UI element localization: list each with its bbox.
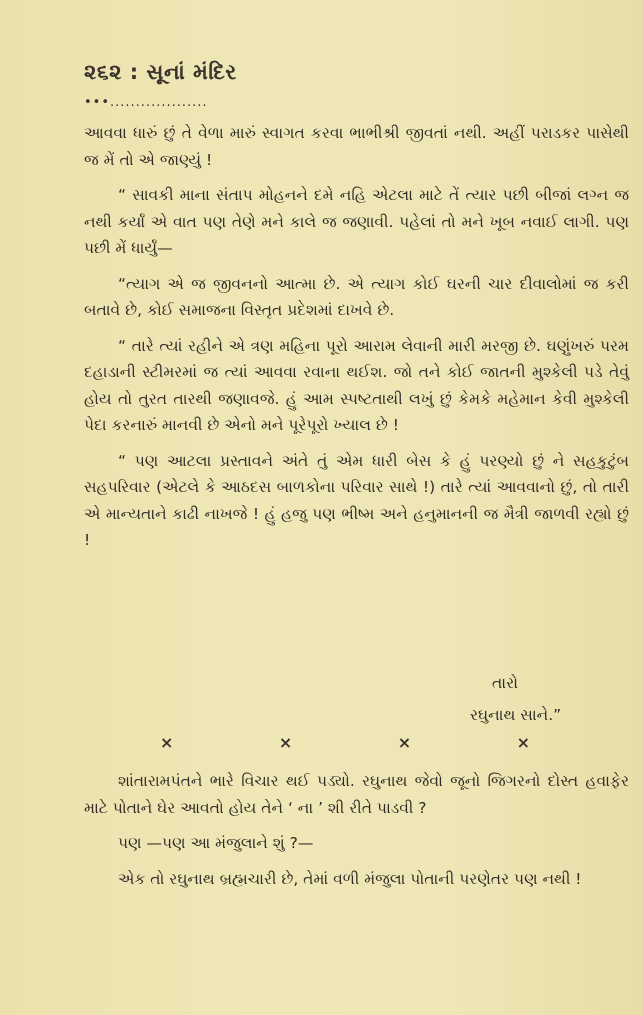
signature-line-2: રઘુનાથ સાને.” bbox=[470, 706, 562, 724]
narrative-body bbox=[84, 768, 629, 901]
paragraph: “ પણ આટલા પ્રસ્તાવને અંતે તું એમ ધારી બેસ કે હું પરણ્યો છું ને સહકુટુંબ સહપરિવાર (એટલે કે આઠદસ બાળકોના પરિવાર સાથે !) તારે ત્યાં આવવાનો છું, તો તારી એ માન્યતાને કાઢી નાખજે ! હું હજુ પણ ભીષ્મ અને હનુમાનની જ મૈત્રી જાળવી રહ્યો છું ! bbox=[84, 451, 629, 549]
paragraph: “ સાવકી માના સંતાપ મોહનને દમે નહિ એટલા માટે તેં ત્યાર પછી બીજાં લગ્ન જ નથી કર્યાં એ વાત પણ તેણે મને કાલે જ જણાવી. પહેલાં તો મને ખૂબ નવાઈ લાગી. પણ પછી મેં ધાર્યું— bbox=[84, 186, 629, 257]
paragraph: “ત્યાગ એ જ જીવનનો આત્મા છે. એ ત્યાગ કોઈ ઘરની ચાર દીવાલોમાં જ કરી બતાવે છે, કોઈ સમાજના વિસ્તૃત પ્રદેશમાં દાખવે છે. bbox=[84, 274, 629, 319]
separator-mark: × bbox=[160, 733, 174, 752]
section-separator bbox=[160, 733, 530, 752]
paragraph: “ તારે ત્યાં રહીને એ ત્રણ મહિના પૂરો આરામ લેવાની મારી મરજી છે. ઘણુંખરું પરમ દહાડાની સ્ટીમરમાં જ ત્યાં આવવા રવાના થઈશ. જો તને કોઈ જાતની મુશ્કેલી પડે તેવું હોય તો તુરત તારથી જણાવજે. હું આમ સ્પષ્ટતાથી લખું છું કેમકે મહેમાન કેવી મુશ્કેલી પેદા કરનારું માનવી છે એનો મને પૂરેપૂરો ખ્યાલ છે ! bbox=[84, 336, 629, 434]
separator-mark: × bbox=[278, 733, 293, 752]
signature-line-1: તારો bbox=[492, 674, 518, 692]
paragraph: પણ —પણ આ મંજુલાને શું ?— bbox=[118, 834, 314, 852]
header-dotted-rule: •••................... bbox=[84, 95, 208, 110]
paragraph: એક તો રઘુનાથ બ્રહ્મચારી છે, તેમાં વળી મંજુલા પોતાની પરણેતર પણ નથી ! bbox=[118, 869, 582, 888]
page-header: ૨૬૨ : સૂનાં મંદિર bbox=[84, 60, 237, 84]
separator-mark: × bbox=[397, 733, 412, 752]
paragraph: શાંતારામપંતને ભારે વિચાર થઈ પડ્યો. રઘુનાથ જેવો જૂનો જિગરનો દોસ્ત હવાફેર માટે પોતાને ઘેર આવતો હોય તેને ‘ ના ’ શી રીતે પાડવી ? bbox=[84, 772, 629, 817]
separator-mark: × bbox=[516, 733, 530, 752]
paragraph: આવવા ધારું છું તે વેળા મારું સ્વાગત કરવા ભાભીશ્રી જીવતાં નથી. અહીં પરાડકર પાસેથી જ મેં તો એ જાણ્યું ! bbox=[84, 124, 629, 169]
letter-body bbox=[84, 120, 629, 563]
